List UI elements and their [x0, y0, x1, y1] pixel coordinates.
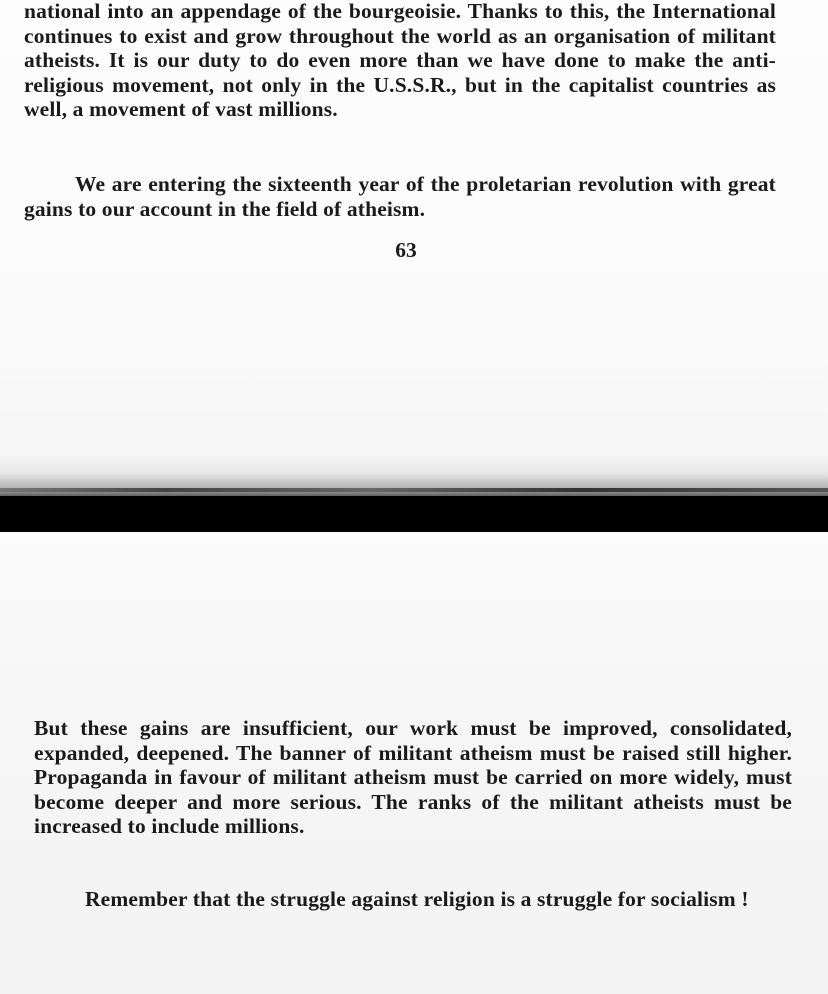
bottom-paragraph-1: But these gains are insufficient, our work must be improved, consolidated, expanded, deepened. The banner of militant atheism must be raised still higher. Propaganda in favour of militant atheism must be carried on more widely, must become deeper and more serious. The ranks of the militant atheists must be increased to include millions. [34, 716, 792, 839]
top-paragraph-2: We are entering the sixteenth year of the proletarian revolution with great gains to our account in the field of atheism. [24, 172, 776, 221]
page-edge-line [0, 488, 828, 492]
bottom-paragraph-2: Remember that the struggle against religion is a struggle for socialism ! [85, 887, 749, 911]
top-paragraph-1: national into an appendage of the bourgeoisie. Thanks to this, the International continues to exist and grow throughout the world as an organisation of militant atheists. It is our duty to do even more than we have done to make the anti-religious movement, not only in the U.S.S.R., but in the capitalist countries as well, a movement of vast millions. [24, 0, 776, 122]
page-separator-band [0, 496, 828, 532]
page-number: 63 [395, 238, 417, 262]
